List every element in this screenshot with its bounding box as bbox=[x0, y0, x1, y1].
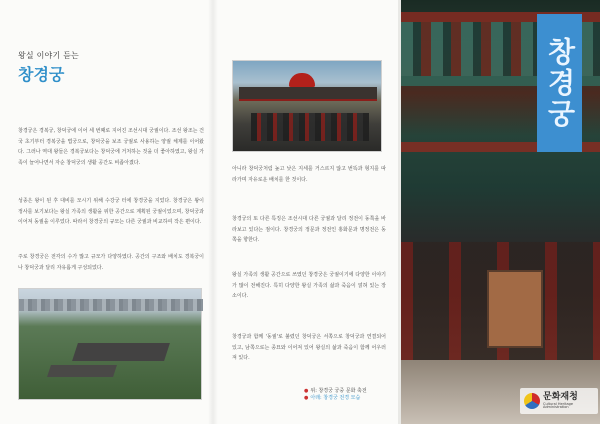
brochure-cover bbox=[401, 0, 600, 424]
paragraph: 창경궁의 또 다른 특징은 조선시대 다른 궁궐과 달리 정전이 동쪽을 바라보고 있다는 점이다. 창경궁의 정문과 정전인 홍화문과 명정전은 동쪽을 향한다. bbox=[232, 216, 386, 243]
palace-roof bbox=[239, 87, 377, 101]
cover-title: 창경궁 bbox=[543, 36, 577, 130]
bullet-icon: ● bbox=[304, 395, 309, 401]
caption-text: 아래: 창경궁 전경 모습 bbox=[310, 395, 361, 401]
page-title: 창경궁 bbox=[18, 65, 65, 84]
subtitle: 왕실 이야기 듣는 bbox=[18, 51, 79, 60]
paragraph: 성종은 왕이 된 후 대비를 모시기 위해 수강궁 터에 창경궁을 지었다. 창경궁은 왕이 정사를 보기보다는 왕실 가족의 생활을 위한 공간으로 계획된 궁궐이었으며, 창덕궁과 이어져 동궐을 이루었다. 따라서 창경궁의 규모는 다른 궁궐과 비교하여 작은 편이다. bbox=[18, 198, 204, 225]
palace-aerial-photo bbox=[18, 288, 202, 400]
caption-text: 위: 창경궁 궁중 문화 축전 bbox=[310, 388, 367, 394]
caption-line bbox=[304, 388, 396, 395]
paragraph: 아니라 창덕궁처럼 높고 낮은 지세를 거스르지 않고 번뜩과 형지를 따라가며 자유로운 배치를 한 것이다. bbox=[232, 166, 386, 183]
guards bbox=[251, 113, 369, 141]
cover-title-banner bbox=[537, 14, 582, 152]
paragraph: 창경궁과 함께 '동궐'로 불렸던 창덕궁은 서쪽으로 창덕궁과 연결되어 있고, 남쪽으로는 종묘와 이어져 있어 왕실의 삶과 죽음이 함께 어우러져 있다. bbox=[232, 334, 386, 361]
heritage-logo bbox=[520, 388, 598, 414]
paragraph: 주로 창경궁은 전각의 수가 많고 규모가 다양하였다. 공간의 구조와 배치도 경복궁이나 창덕궁과 달리 자유롭게 구성되었다. bbox=[18, 254, 204, 271]
logo-text bbox=[543, 393, 598, 410]
photo-caption bbox=[304, 388, 396, 402]
hall-door bbox=[487, 270, 543, 348]
city-skyline bbox=[19, 299, 203, 311]
red-umbrella bbox=[289, 73, 315, 87]
logo-subtitle: Cultural Heritage Administration bbox=[543, 401, 573, 409]
palace-ceremony-photo bbox=[232, 60, 382, 152]
logo-mark-icon bbox=[524, 393, 540, 409]
fold-shadow bbox=[208, 0, 218, 424]
palace-buildings bbox=[47, 365, 117, 377]
palace-buildings bbox=[72, 343, 170, 361]
caption-line bbox=[304, 395, 396, 402]
paragraph: 창경궁은 경복궁, 창덕궁에 이어 세 번째로 지어진 조선시대 궁궐이다. 조선 왕조는 건국 초기부터 경복궁을 법궁으로, 창덕궁을 보조 궁궐로 사용하는 양궐 체제를 이어왔다. 그러나 역대 왕들은 경복궁보다는 창덕궁에 거처하는 것을 더 좋아하였고, 왕실 가족이 늘어나면서 자순 창덕궁의 생활 공간도 비좁아졌다. bbox=[18, 128, 204, 166]
logo-name: 문화재청 bbox=[543, 391, 578, 402]
bullet-icon: ● bbox=[304, 388, 309, 394]
paragraph: 왕실 가족의 생활 공간으로 쓰였던 창경궁은 궁궐이기에 다양한 이야기가 많이 전해진다. 특히 다양한 왕실 가족의 삶과 죽음이 얽혀 있는 장소이다. bbox=[232, 272, 386, 299]
